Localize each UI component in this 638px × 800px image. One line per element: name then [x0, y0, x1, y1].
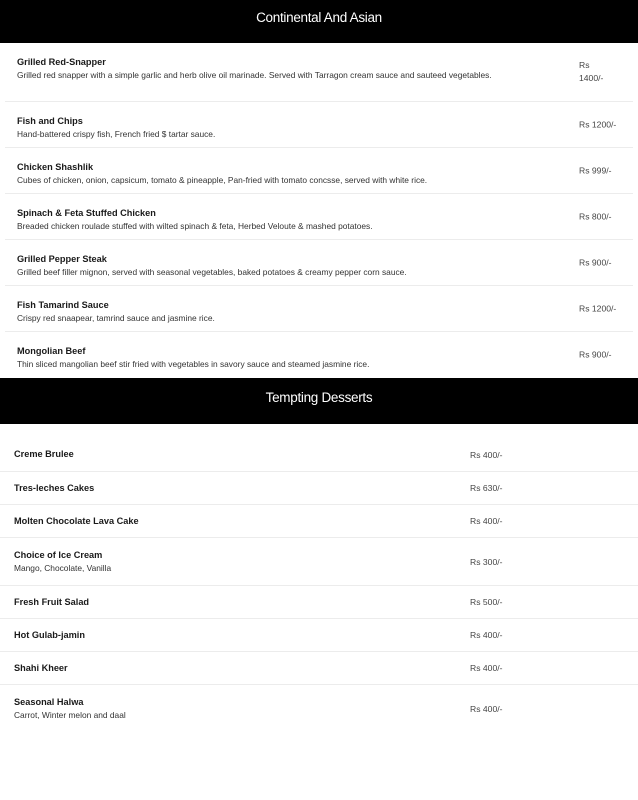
dessert-item: [0, 538, 638, 586]
menu-item: [5, 286, 633, 332]
item-price: Rs 999/-: [579, 165, 612, 175]
item-price: Rs 400/-: [470, 704, 503, 714]
dessert-item: [0, 505, 638, 538]
item-name: Tres-leches Cakes: [14, 482, 95, 493]
item-price: Rs 630/-: [470, 483, 503, 493]
continental-header: [0, 0, 638, 43]
item-price: Rs 800/-: [579, 211, 612, 221]
item-description: Grilled beef filler mignon, served with seasonal vegetables, baked potatoes & creamy pepper corn sauce.: [17, 267, 407, 277]
item-name: Chicken Shashlik: [17, 162, 94, 172]
dessert-item: [0, 472, 638, 505]
item-name: Seasonal Halwa: [14, 697, 84, 707]
item-price: Rs 400/-: [470, 449, 503, 460]
item-name: Grilled Red-Snapper: [17, 57, 106, 67]
item-price: Rs 1200/-: [579, 303, 617, 313]
item-description: Carrot, Winter melon and daal: [14, 710, 126, 720]
item-price: Rs 1400/-: [579, 60, 604, 83]
menu-item: [5, 332, 633, 378]
dessert-item: [0, 586, 638, 619]
item-price: Rs 400/-: [470, 516, 503, 526]
item-price: Rs 400/-: [470, 630, 503, 640]
desserts-menu-list: [0, 424, 638, 733]
item-name: Spinach & Feta Stuffed Chicken: [17, 208, 156, 218]
item-name: Choice of Ice Cream: [14, 549, 103, 560]
menu-item: [5, 43, 633, 102]
item-name: Shahi Kheer: [14, 662, 68, 673]
item-description: Hand-battered crispy fish, French fried $ tartar sauce.: [17, 129, 216, 139]
menu-item: [5, 240, 633, 286]
item-description: Grilled red snapper with a simple garlic and herb olive oil marinade. Served with Tarragon cream sauce and sauteed vegetables.: [17, 70, 492, 80]
desserts-title: Tempting Desserts: [265, 390, 373, 405]
dessert-item: [0, 438, 638, 472]
item-price: Rs 1200/-: [579, 119, 617, 129]
item-name: Creme Brulee: [14, 449, 74, 459]
continental-menu-list: [0, 43, 638, 378]
item-price: Rs 400/-: [470, 663, 503, 673]
item-name: Fish Tamarind Sauce: [17, 300, 109, 310]
menu-item: [5, 102, 633, 148]
item-name: Fish and Chips: [17, 116, 83, 126]
item-price: Rs 500/-: [470, 597, 503, 607]
item-price: Rs 900/-: [579, 349, 612, 360]
item-name: Hot Gulab-jamin: [14, 629, 85, 640]
menu-item: [5, 148, 633, 194]
dessert-item: [0, 685, 638, 733]
item-description: Crispy red snaapear, tamrind sauce and jasmine rice.: [17, 313, 215, 323]
continental-title: Continental And Asian: [256, 10, 382, 25]
dessert-item: [0, 619, 638, 652]
item-description: Breaded chicken roulade stuffed with wilted spinach & feta, Herbed Veloute & mashed potatoes.: [17, 221, 373, 231]
desserts-header: [0, 378, 638, 424]
item-description: Cubes of chicken, onion, capsicum, tomato & pineapple, Pan-fried with tomato concsse, served with white rice.: [17, 175, 428, 185]
item-name: Molten Chocolate Lava Cake: [14, 515, 139, 526]
item-name: Fresh Fruit Salad: [14, 596, 90, 607]
item-price: Rs 900/-: [579, 257, 612, 267]
item-price: Rs 300/-: [470, 556, 503, 567]
desserts-section: [0, 378, 638, 733]
dessert-item: [0, 652, 638, 685]
item-description: Thin sliced mangolian beef stir fried with vegetables in savory sauce and steamed jasmine rice.: [17, 359, 370, 369]
continental-section: [0, 0, 638, 378]
item-name: Mongolian Beef: [17, 346, 86, 356]
item-description: Mango, Chocolate, Vanilla: [14, 562, 112, 573]
item-name: Grilled Pepper Steak: [17, 254, 107, 264]
menu-item: [5, 194, 633, 240]
